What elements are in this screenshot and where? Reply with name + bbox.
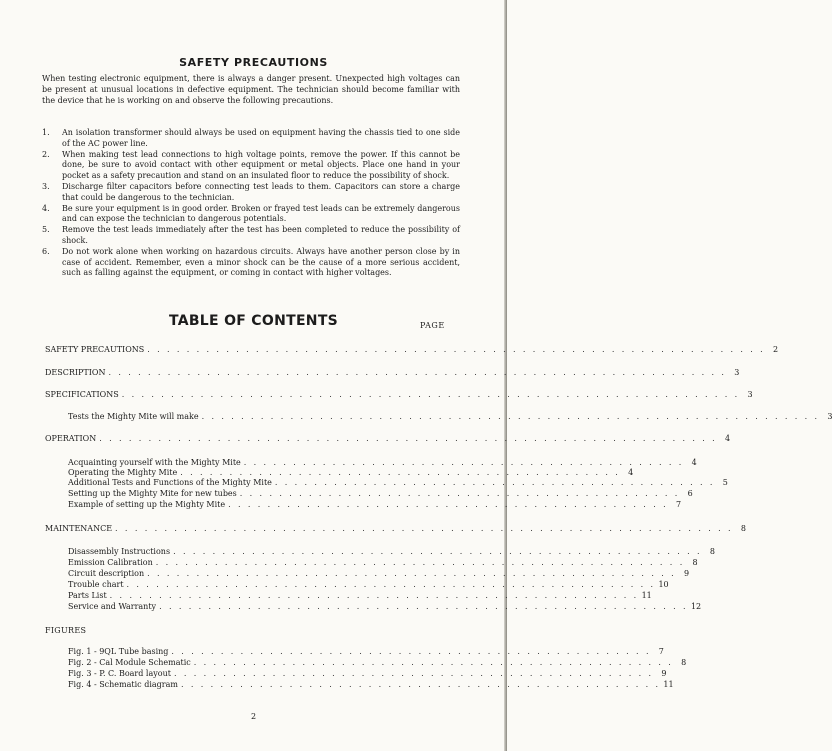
- toc-entry-safety-precautions[interactable]: [45, 345, 779, 355]
- precaution-number: 1.: [42, 128, 50, 137]
- toc-entry-label: Acquainting yourself with the Mighty Mite: [68, 458, 241, 467]
- toc-entry-page: 7: [658, 647, 664, 656]
- toc-entry-label: Tests the Mighty Mite will make: [68, 412, 199, 421]
- dot-leader: . . . . . . . . . . . . . . . . . . . . . . . . . . . . . . . . . . . . . . . . . . . . . . . . . . . . . . . . . . . . . . .: [108, 368, 727, 377]
- toc-entry-page: 9: [683, 569, 690, 578]
- toc-entry-page: 2: [773, 345, 779, 354]
- toc-entry-label: DESCRIPTION: [45, 368, 106, 377]
- toc-entry-maintenance-item[interactable]: [68, 602, 702, 612]
- toc-entry-page: 9: [661, 669, 667, 678]
- precaution-text: Remove the test leads immediately after the test has been completed to reduce the possibility of shock.: [62, 225, 460, 245]
- toc-entry-description[interactable]: [45, 368, 740, 378]
- precaution-item: [42, 128, 460, 150]
- toc-entry-page: 6: [687, 489, 693, 498]
- precaution-number: 4.: [42, 203, 50, 213]
- toc-entry-label: Fig. 3 - P. C. Board layout: [68, 669, 171, 678]
- toc-entry-page: 11: [663, 680, 674, 689]
- toc-entry-page: 5: [722, 478, 728, 487]
- precaution-item: [42, 204, 460, 226]
- toc-entry-label: Parts List: [68, 591, 107, 600]
- dot-leader: . . . . . . . . . . . . . . . . . . . . . . . . . . . . . . . . . . . . . . . . . . . . .: [180, 468, 621, 477]
- toc-page-column-heading: PAGE: [420, 321, 445, 330]
- safety-intro-paragraph: When testing electronic equipment, there is always a danger present. Unexpected high voltages can be present at unusual locations in defective equipment. The technician should become familiar with the device that he is working on and observe the following precautions.: [42, 74, 460, 105]
- precaution-item: [42, 247, 460, 279]
- dot-leader: . . . . . . . . . . . . . . . . . . . . . . . . . . . . . . . . . . . . . . . . . . . . . . . . . . . . . .: [126, 580, 656, 589]
- dot-leader: . . . . . . . . . . . . . . . . . . . . . . . . . . . . . . . . . . . . . . . . . . . . .: [239, 489, 680, 498]
- toc-entry-label: MAINTENANCE: [45, 524, 113, 533]
- toc-entry-label: Setting up the Mighty Mite for new tubes: [68, 489, 237, 498]
- precaution-text: Discharge filter capacitors before connecting test leads to them. Capacitors can store a charge that could be dangerous to the technician.: [62, 181, 460, 202]
- toc-entry-label: Emission Calibration: [68, 558, 153, 567]
- precaution-item: [42, 182, 460, 204]
- dot-leader: . . . . . . . . . . . . . . . . . . . . . . . . . . . . . . . . . . . . . . . . . . . . .: [274, 478, 715, 487]
- precaution-number: 3.: [42, 181, 50, 191]
- dot-leader: . . . . . . . . . . . . . . . . . . . . . . . . . . . . . . . . . . . . . . . . . . . . . . . . . . . . . . . . . . . . . . .: [147, 345, 766, 354]
- precaution-item: [42, 225, 460, 247]
- toc-entry-page: 10: [658, 580, 669, 589]
- toc-figures-heading: FIGURES: [45, 626, 87, 635]
- toc-entry-figure[interactable]: [68, 680, 674, 690]
- dot-leader: . . . . . . . . . . . . . . . . . . . . . . . . . . . . . . . . . . . . . . . . . . . . . . . . . . . . . .: [109, 591, 639, 600]
- dot-leader: . . . . . . . . . . . . . . . . . . . . . . . . . . . . . . . . . . . . . . . . . . . . . . . . . . . . . . . . . . . . . . .: [115, 524, 733, 533]
- toc-entry-page: 12: [690, 602, 702, 611]
- toc-entry-page: 3: [747, 390, 753, 399]
- toc-entry-specifications[interactable]: [45, 390, 753, 400]
- toc-entry-operation[interactable]: [45, 434, 731, 444]
- precaution-number: 2.: [42, 149, 50, 159]
- toc-entry-page: 8: [740, 524, 746, 533]
- dot-leader: . . . . . . . . . . . . . . . . . . . . . . . . . . . . . . . . . . . . . . . . . . . . . . . . . . . . . . . . . . . . . . .: [121, 390, 740, 399]
- precaution-text: When making test lead connections to high voltage points, remove the power. If this cannot be done, be sure to avoid contact with other equipment or metal objects. Place one hand in your pocket as a safety precaution and stand on an insulated floor to reduce the possibility of shock.: [62, 149, 460, 181]
- toc-entry-page: 4: [628, 468, 634, 477]
- toc-entry-label: Service and Warranty: [68, 602, 157, 611]
- dot-leader: . . . . . . . . . . . . . . . . . . . . . . . . . . . . . . . . . . . . . . . . . . . . . . . . .: [171, 647, 651, 656]
- toc-entry-label: OPERATION: [45, 434, 97, 443]
- toc-entry-page: 3: [734, 368, 740, 377]
- toc-entry-figure[interactable]: [68, 658, 687, 668]
- toc-entry-label: SAFETY PRECAUTIONS: [45, 345, 145, 354]
- toc-entry-page: 8: [709, 547, 715, 556]
- precaution-number: 5.: [42, 225, 50, 235]
- toc-entry-maintenance-item[interactable]: [68, 569, 690, 579]
- toc-entry-figure[interactable]: [68, 669, 667, 679]
- toc-entry-operation-item[interactable]: [68, 489, 693, 499]
- safety-precautions-heading: SAFETY PRECAUTIONS: [179, 56, 328, 69]
- toc-entry-label: Additional Tests and Functions of the Mighty Mite: [68, 478, 272, 487]
- toc-entry-operation-item[interactable]: [68, 468, 634, 478]
- dot-leader: . . . . . . . . . . . . . . . . . . . . . . . . . . . . . . . . . . . . . . . . . . . . . . . . .: [173, 669, 654, 678]
- toc-heading: TABLE OF CONTENTS: [168, 313, 339, 329]
- dot-leader: . . . . . . . . . . . . . . . . . . . . . . . . . . . . . . . . . . . . . . . . . . . . . . . . . . . . . .: [173, 547, 702, 556]
- toc-entry-operation-item[interactable]: [68, 500, 682, 510]
- toc-entry-maintenance-item[interactable]: [68, 547, 715, 557]
- dot-leader: . . . . . . . . . . . . . . . . . . . . . . . . . . . . . . . . . . . . . . . . . . . . . . . . . . . . . .: [147, 569, 677, 578]
- toc-entry-label: Fig. 4 - Schematic diagram: [68, 680, 178, 689]
- dot-leader: . . . . . . . . . . . . . . . . . . . . . . . . . . . . . . . . . . . . . . . . . . . . . . . . . . . . . . . . . . . . . . .: [99, 434, 718, 443]
- dot-leader: . . . . . . . . . . . . . . . . . . . . . . . . . . . . . . . . . . . . . . . . . . . . . . . . .: [193, 658, 674, 667]
- toc-entry-label: Operating the Mighty Mite: [68, 468, 178, 477]
- precaution-item: [42, 150, 460, 182]
- toc-entry-label: Fig. 1 - 9QL Tube basing: [68, 647, 169, 656]
- precautions-list: [42, 128, 460, 279]
- toc-entry-label: Circuit description: [68, 569, 145, 578]
- toc-entry-label: SPECIFICATIONS: [45, 390, 119, 399]
- toc-entry-label: Example of setting up the Mighty Mite: [68, 500, 226, 509]
- precaution-text: Do not work alone when working on hazardous circuits. Always have another person close by in case of accident. Remember, even a minor shock can be the cause of a more serious accident, such as falling against the equipment, or coming in contact with higher voltages.: [62, 246, 460, 278]
- toc-entry-tests[interactable]: [68, 412, 832, 422]
- page-number: 2: [250, 712, 257, 721]
- toc-entry-label: Disassembly Instructions: [68, 547, 171, 556]
- toc-entry-page: 4: [724, 434, 731, 443]
- toc-entry-maintenance-item[interactable]: [68, 591, 652, 601]
- toc-entry-figure[interactable]: [68, 647, 664, 657]
- dot-leader: . . . . . . . . . . . . . . . . . . . . . . . . . . . . . . . . . . . . . . . . . . . . . . . . .: [180, 680, 661, 689]
- dot-leader: . . . . . . . . . . . . . . . . . . . . . . . . . . . . . . . . . . . . . . . . . . . . . . . . . . . . . .: [159, 602, 688, 611]
- precaution-text: Be sure your equipment is in good order. Broken or frayed test leads can be extremely dangerous and can expose the technician to dangerous potentials.: [62, 203, 460, 224]
- dot-leader: . . . . . . . . . . . . . . . . . . . . . . . . . . . . . . . . . . . . . . . . . . . . .: [243, 458, 684, 467]
- toc-entry-maintenance-item[interactable]: [68, 558, 698, 568]
- toc-entry-page: 7: [675, 500, 682, 509]
- toc-entry-operation-item[interactable]: [68, 478, 728, 488]
- toc-entry-maintenance[interactable]: [45, 524, 746, 534]
- precaution-number: 6.: [42, 246, 50, 256]
- dot-leader: . . . . . . . . . . . . . . . . . . . . . . . . . . . . . . . . . . . . . . . . . . . . . . . . . . . . . . . . . . . . . . .: [201, 412, 820, 421]
- toc-entry-page: 4: [691, 458, 697, 467]
- toc-entry-page: 3: [827, 412, 832, 421]
- toc-entry-page: 8: [681, 658, 687, 667]
- toc-entry-label: Trouble chart: [68, 580, 124, 589]
- toc-entry-maintenance-item[interactable]: [68, 580, 669, 590]
- dot-leader: . . . . . . . . . . . . . . . . . . . . . . . . . . . . . . . . . . . . . . . . . . . . . . . . . . . . . .: [155, 558, 685, 567]
- toc-entry-operation-item[interactable]: [68, 458, 697, 468]
- toc-entry-page: 8: [692, 558, 698, 567]
- toc-entry-label: Fig. 2 - Cal Module Schematic: [68, 658, 191, 667]
- toc-entry-page: 11: [641, 591, 652, 600]
- precaution-text: An isolation transformer should always be used on equipment having the chassis tied to one side of the AC power line.: [62, 128, 460, 148]
- dot-leader: . . . . . . . . . . . . . . . . . . . . . . . . . . . . . . . . . . . . . . . . . . . . .: [228, 500, 669, 509]
